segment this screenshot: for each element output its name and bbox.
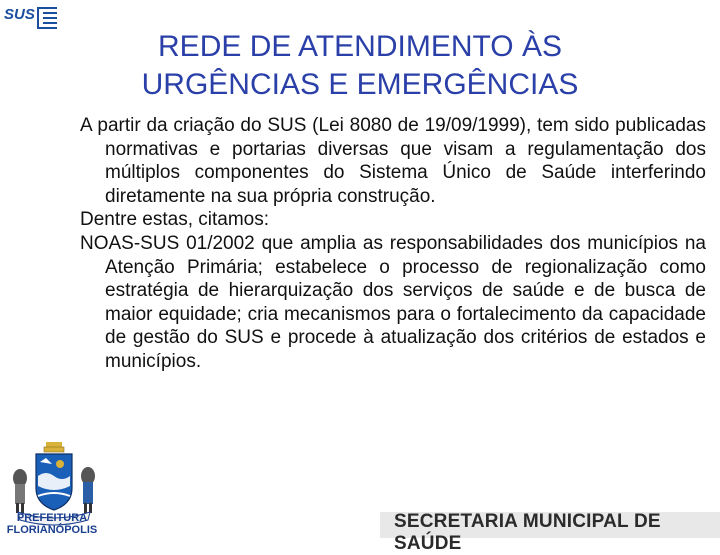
sus-logo (4, 4, 68, 34)
sus-grid-icon (37, 7, 57, 29)
page-title (60, 28, 660, 104)
paragraph-intro-list: Dentre estas, citamos: (80, 209, 270, 231)
body-text (80, 114, 706, 374)
department-name: SECRETARIA MUNICIPAL DE SAÚDE (394, 511, 661, 554)
florianopolis-label: FLORIANÓPOLIS (6, 524, 98, 536)
title-line-2: URGÊNCIAS E EMERGÊNCIAS (141, 68, 579, 101)
sus-logo-text: SUS (4, 6, 35, 23)
paragraph-noas-sus: NOAS-SUS 01/2002 que amplia as responsabilidades dos municípios na Atenção Primária; estabelece o processo de regionalização como estratégia de hierarquização dos serviços de saúde e de busca de maior equidade; cria mecanismos para o fortalecimento da capacidade de gestão do SUS e procede à atualização dos critérios de estados e municípios. (80, 232, 706, 372)
paragraph-sus-history: A partir da criação do SUS (Lei 8080 de 19/09/1999), tem sido publicadas normativas e portarias diversas que visam a regulamentação dos múltiplos componentes do Sistema Único de Saúde interferindo diretamente na sua própria construção. (80, 115, 706, 207)
prefeitura-label: PREFEITURA (16, 512, 88, 524)
title-line-1: REDE DE ATENDIMENTO ÀS (158, 30, 562, 63)
